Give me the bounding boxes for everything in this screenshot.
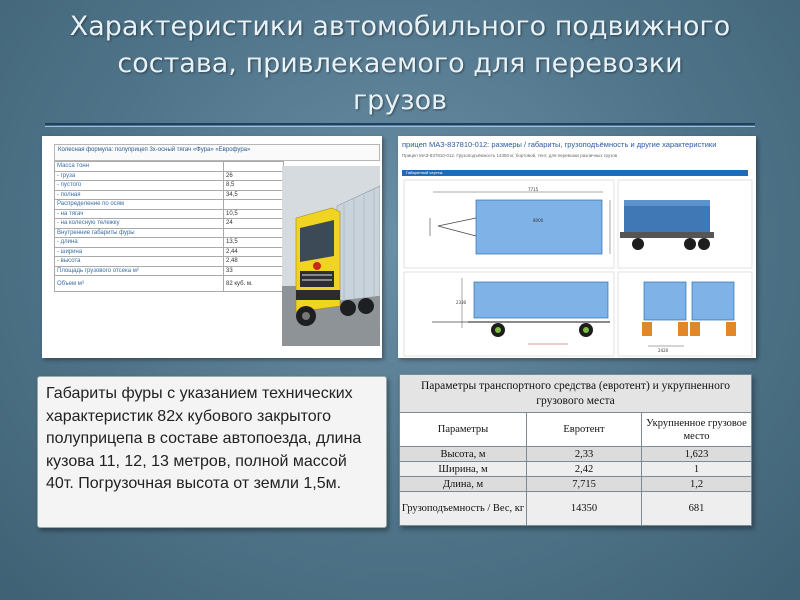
- spec-label: Объем м³: [55, 276, 224, 292]
- dim-height: 2330: [456, 300, 467, 305]
- spec-row: [55, 247, 284, 257]
- dim-width: 2420: [658, 348, 669, 353]
- spec-row: [55, 209, 284, 219]
- param-eurotent: 14350: [527, 492, 642, 526]
- drawing-section-bar: Габаритный чертеж: [402, 170, 748, 176]
- spec-label: - на тягач: [55, 209, 224, 219]
- param-name: Грузоподъемность / Вес, кг: [400, 492, 527, 526]
- title-line-2: состава, привлекаемого для перевозки: [117, 48, 683, 79]
- spec-label: - пустого: [55, 181, 224, 191]
- param-eurotent: 2,42: [527, 462, 642, 477]
- table-row: [400, 492, 752, 526]
- spec-value: [224, 162, 284, 172]
- spec-value: 2,48: [224, 257, 284, 267]
- param-unit: 681: [642, 492, 752, 526]
- param-name: Высота, м: [400, 447, 527, 462]
- spec-value: 26: [224, 171, 284, 181]
- spec-label: Площадь грузового отсека м²: [55, 266, 224, 276]
- table-row: [400, 462, 752, 477]
- spec-value: 8,5: [224, 181, 284, 191]
- spec-value: 24: [224, 219, 284, 229]
- spec-value: 33: [224, 266, 284, 276]
- spec-value: 10,5: [224, 209, 284, 219]
- params-header-param: Параметры: [400, 413, 527, 447]
- spec-value: 34,5: [224, 190, 284, 200]
- trailer-drawing-image: [398, 136, 756, 358]
- spec-label: - длина: [55, 238, 224, 248]
- param-unit: 1: [642, 462, 752, 477]
- spec-value: 82 куб. м.: [224, 276, 284, 292]
- spec-row: [55, 228, 284, 238]
- param-eurotent: 2,33: [527, 447, 642, 462]
- params-table: [399, 374, 752, 526]
- drawing-subtitle: Прицеп МАЗ-837810-012. Грузоподъёмность 14350 кг, бортовой, тент, для перевозки различных грузов: [402, 153, 618, 158]
- spec-label: - на колесную тележку: [55, 219, 224, 229]
- param-eurotent: 7,715: [527, 477, 642, 492]
- spec-value: [224, 200, 284, 210]
- param-unit: 1,623: [642, 447, 752, 462]
- spec-row: [55, 162, 284, 172]
- spec-label: - ширина: [55, 247, 224, 257]
- title-divider-highlight: [45, 126, 755, 127]
- params-header-eurotent: Евротент: [527, 413, 642, 447]
- params-caption: Параметры транспортного средства (евротент) и укрупненного грузового места: [400, 375, 752, 413]
- title-divider: [45, 123, 755, 125]
- spec-row: [55, 181, 284, 191]
- params-header-unit: Укрупненное грузовое место: [642, 413, 752, 447]
- spec-label: - полная: [55, 190, 224, 200]
- param-unit: 1,2: [642, 477, 752, 492]
- spec-row: [55, 171, 284, 181]
- spec-table: [54, 161, 284, 292]
- spec-header: Колесная формула: полуприцеп 3х-осный тягач «Фура» «Еврофура»: [54, 144, 380, 161]
- spec-label: Распределение по осям: [55, 200, 224, 210]
- spec-row: [55, 257, 284, 267]
- truck-spec-image: [42, 136, 382, 358]
- dim-total-length: 8000: [533, 218, 544, 223]
- spec-label: Масса тонн: [55, 162, 224, 172]
- spec-value: 13,5: [224, 238, 284, 248]
- title-line-3: грузов: [352, 85, 448, 116]
- spec-row: [55, 238, 284, 248]
- drawing-title: прицеп МАЗ-837810-012: размеры / габариты, грузоподъёмность и другие характеристики: [402, 140, 717, 149]
- spec-label: - высота: [55, 257, 224, 267]
- spec-row: [55, 190, 284, 200]
- info-text: Габариты фуры с указанием технических характеристик 82х кубового закрытого полуприцепа в составе автопоезда, длина кузова 11, 12, 13 метров, полной массой 40т. Погрузочная высота от земли 1,5м.: [46, 385, 362, 492]
- spec-row: [55, 266, 284, 276]
- spec-value: 2,44: [224, 247, 284, 257]
- spec-label: Внутренние габариты фуры: [55, 228, 224, 238]
- truck-photo: [282, 166, 380, 346]
- param-name: Длина, м: [400, 477, 527, 492]
- table-row: [400, 447, 752, 462]
- spec-value: [224, 228, 284, 238]
- param-name: Ширина, м: [400, 462, 527, 477]
- info-text-box: [37, 376, 387, 528]
- spec-row: [55, 200, 284, 210]
- table-row: [400, 477, 752, 492]
- spec-label: - груза: [55, 171, 224, 181]
- spec-row: [55, 219, 284, 229]
- dim-length: 7715: [528, 187, 539, 192]
- title-line-1: Характеристики автомобильного подвижного: [69, 11, 731, 42]
- page-title: [20, 8, 780, 119]
- spec-row: [55, 276, 284, 292]
- trailer-drawings: [398, 178, 756, 358]
